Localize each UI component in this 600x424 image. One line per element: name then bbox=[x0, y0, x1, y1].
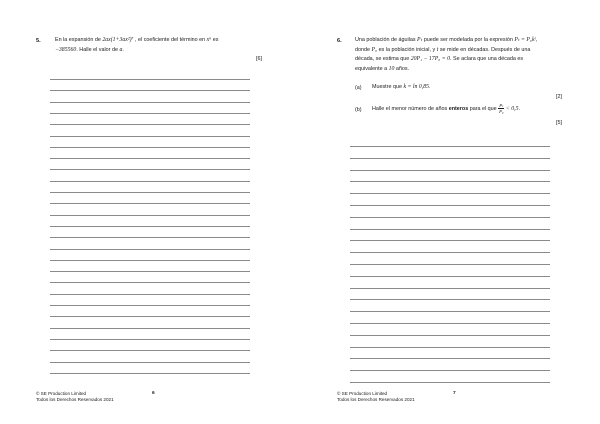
part-b-label: (b) bbox=[355, 107, 362, 113]
answer-line bbox=[350, 358, 550, 359]
condition-equation: 20P₁ − 17P₀ = 0 bbox=[410, 56, 450, 62]
answer-line bbox=[350, 288, 550, 289]
decade-years: 10 bbox=[388, 65, 395, 72]
answer-line bbox=[350, 299, 550, 300]
footer-rights: Todos los Derechos Reservados 2021 bbox=[337, 397, 415, 402]
question-ask: . Halle el valor de bbox=[76, 46, 118, 53]
answer-line bbox=[50, 294, 250, 295]
question-end: es bbox=[212, 37, 219, 43]
answer-line bbox=[50, 237, 250, 238]
answer-line bbox=[50, 181, 250, 182]
answer-line bbox=[350, 193, 550, 194]
answer-line bbox=[50, 215, 250, 216]
question-text bbox=[55, 36, 265, 55]
answer-line bbox=[350, 370, 550, 371]
part-a-expression: k = ln 0,85 bbox=[403, 83, 429, 90]
q6-text-4: donde bbox=[355, 46, 370, 53]
part-b-prompt: Halle el menor número de años bbox=[372, 106, 448, 112]
unknown-variable: a bbox=[119, 46, 123, 53]
var-pt: Pₜ bbox=[417, 37, 423, 43]
answer-line bbox=[50, 79, 250, 80]
part-b-end: . bbox=[518, 106, 520, 112]
part-b-marks: [5] bbox=[556, 120, 562, 126]
page-number: 6 bbox=[152, 391, 155, 396]
q6-text-8: . Se aclara que una década es bbox=[449, 56, 524, 62]
q6-text-7: década, se estima que bbox=[355, 56, 410, 62]
answer-line bbox=[50, 102, 250, 103]
answer-line bbox=[350, 158, 550, 159]
part-b-prompt-2: para el que bbox=[469, 106, 497, 112]
q6-text-3: , bbox=[535, 37, 537, 43]
answer-line bbox=[350, 229, 550, 230]
answer-line bbox=[50, 260, 250, 261]
answer-line bbox=[50, 350, 250, 351]
answer-line bbox=[350, 311, 550, 312]
answer-line bbox=[350, 240, 550, 241]
question-period: . bbox=[122, 46, 124, 53]
answer-line bbox=[50, 362, 250, 363]
part-a-label: (a) bbox=[355, 85, 362, 91]
inequality: < 0,5 bbox=[505, 106, 519, 112]
answer-line bbox=[50, 316, 250, 317]
answer-line bbox=[50, 271, 250, 272]
answer-line bbox=[50, 192, 250, 193]
answer-line bbox=[50, 305, 250, 306]
question-text bbox=[355, 36, 575, 74]
answer-line bbox=[350, 217, 550, 218]
footer-text bbox=[337, 391, 415, 403]
answer-line bbox=[50, 124, 250, 125]
part-a-prompt: Muestre que bbox=[372, 83, 402, 90]
answer-line bbox=[350, 276, 550, 277]
question-number: 5. bbox=[36, 38, 41, 44]
footer-rights: Todos los Derechos Reservados 2021 bbox=[36, 397, 114, 402]
answer-line bbox=[350, 170, 550, 171]
fraction-denominator: P₀ bbox=[499, 109, 504, 115]
answer-line bbox=[50, 249, 250, 250]
footer-copyright: © SE Production Limited bbox=[36, 391, 87, 396]
answer-line bbox=[350, 335, 550, 336]
fraction-numerator: Pₜ bbox=[499, 103, 504, 109]
coefficient-value: −385560 bbox=[55, 46, 77, 53]
question-middle: , el coeficiente del término en bbox=[135, 37, 206, 43]
part-b-text bbox=[372, 102, 520, 116]
answer-line bbox=[50, 136, 250, 137]
model-formula: Pₜ = P₀kᵗ bbox=[514, 37, 536, 43]
answer-line bbox=[350, 252, 550, 253]
answer-line bbox=[350, 264, 550, 265]
term-expression: x⁶ bbox=[206, 37, 212, 43]
part-a-text bbox=[372, 83, 430, 93]
answer-line bbox=[350, 382, 550, 383]
q6-text-2: puede ser modelada por la expresión bbox=[423, 37, 513, 43]
answer-line bbox=[50, 158, 250, 159]
right-page bbox=[300, 0, 600, 424]
answer-line bbox=[50, 339, 250, 340]
part-a-end: . bbox=[428, 83, 431, 90]
q6-text-1: Una población de águilas bbox=[355, 37, 416, 43]
answer-line bbox=[50, 373, 250, 374]
answer-line bbox=[50, 328, 250, 329]
footer-copyright: © SE Production Limited bbox=[337, 391, 388, 396]
part-b-bold: enteros bbox=[448, 106, 469, 112]
answer-line bbox=[350, 347, 550, 348]
answer-line bbox=[350, 323, 550, 324]
answer-line bbox=[50, 113, 250, 114]
q6-text-6: se mide en décadas. Después de una bbox=[439, 46, 531, 53]
part-a-marks: [2] bbox=[556, 94, 562, 100]
answer-line bbox=[50, 169, 250, 170]
answer-line bbox=[350, 205, 550, 206]
expansion-expression: 2ax(1+3ax²)⁷ bbox=[102, 37, 134, 43]
var-p0: P₀ bbox=[371, 46, 378, 53]
q6-text-10: años. bbox=[395, 65, 410, 72]
answer-line bbox=[50, 226, 250, 227]
q6-text-5: es la población inicial, y bbox=[378, 46, 436, 53]
var-t: t bbox=[436, 46, 439, 53]
q6-text-9: equivalente a bbox=[355, 65, 388, 72]
answer-line bbox=[350, 181, 550, 182]
question-number: 6. bbox=[337, 38, 342, 44]
question-intro: En la expansión de bbox=[55, 37, 101, 43]
answer-line bbox=[50, 90, 250, 91]
ratio-fraction bbox=[498, 103, 504, 114]
answer-line bbox=[50, 282, 250, 283]
answer-line bbox=[350, 146, 550, 147]
answer-line bbox=[50, 147, 250, 148]
footer-text bbox=[36, 391, 114, 403]
marks-label: [6] bbox=[256, 56, 262, 62]
page-number: 7 bbox=[453, 391, 456, 396]
answer-line bbox=[50, 203, 250, 204]
